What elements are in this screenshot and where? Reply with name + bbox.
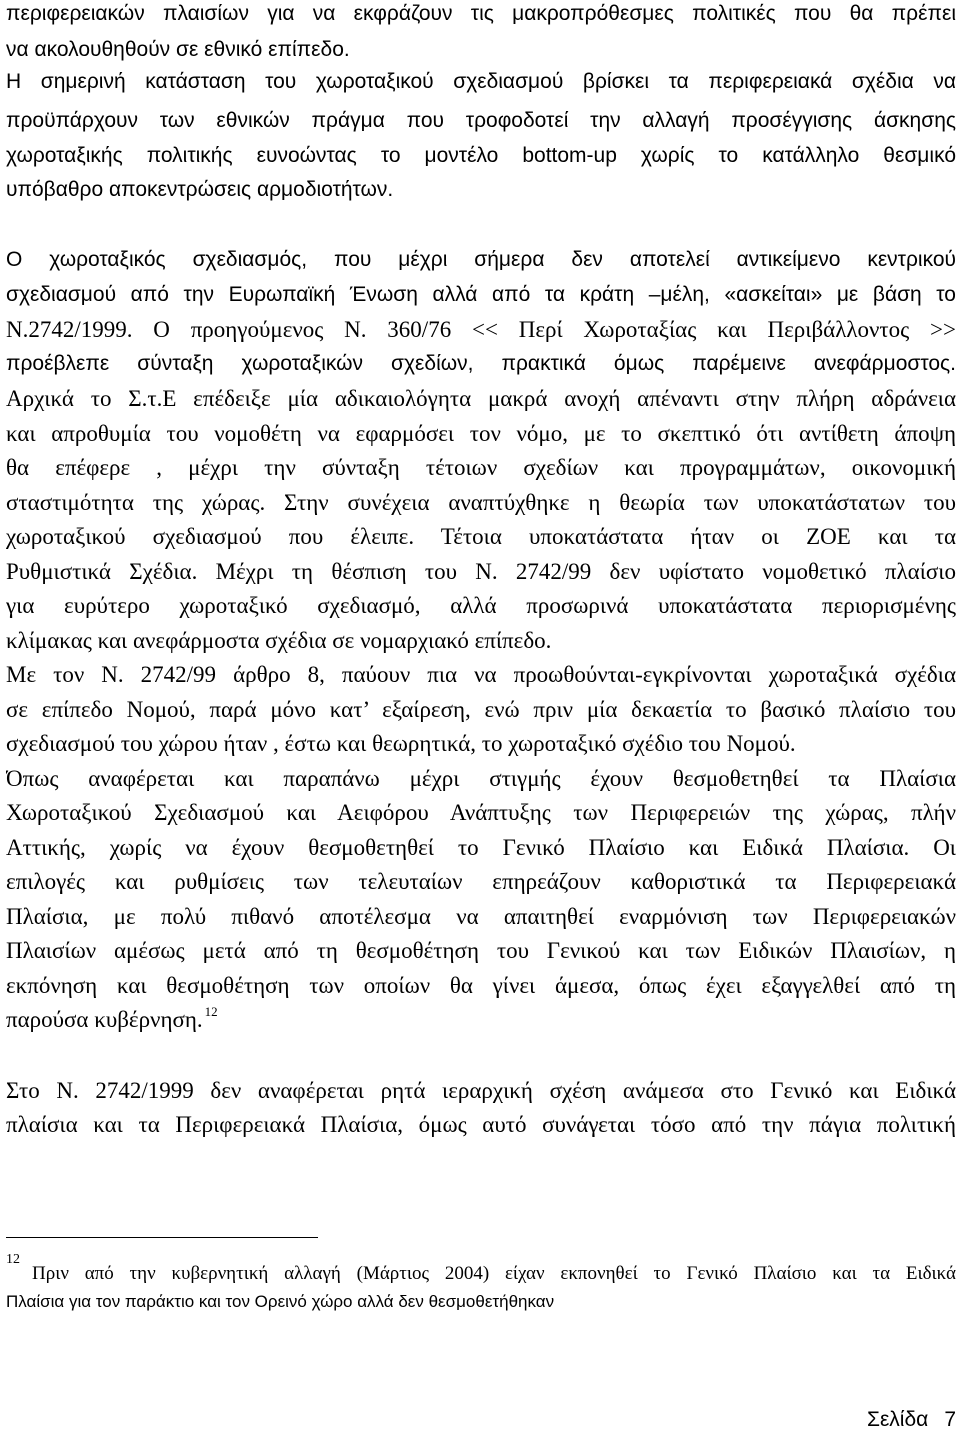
paragraph-line: Χωροταξικού Σχεδιασμού και Αειφόρου Ανάπτυξης των Περιφερειών της χώρας, πλήν <box>6 800 956 825</box>
footnote-line: Πριν από την κυβερνητική αλλαγή (Μάρτιος 2004) είχαν εκπονηθεί το Γενικό Πλαίσιο και τα Ειδικά <box>32 1263 956 1284</box>
paragraph-line: υπόβαθρο αποκεντρώσεις αρμοδιοτήτων. <box>6 178 394 201</box>
paragraph-line: Ρυθμιστικά Σχέδια. Μέχρι τη θέσπιση του Ν. 2742/99 δεν υφίστατο νομοθετικό πλαίσιο <box>6 559 956 584</box>
paragraph-line: Η σημερινή κατάσταση του χωροταξικού σχεδιασμού βρίσκει τα περιφερειακά σχέδια να <box>6 70 956 93</box>
footnote-number: 12 <box>6 1252 20 1267</box>
paragraph-line: Στο Ν. 2742/1999 δεν αναφέρεται ρητά ιεραρχική σχέση ανάμεσα στο Γενικό και Ειδικά <box>6 1078 956 1103</box>
paragraph-line: Πλαισίων αμέσως μετά από τη θεσμοθέτηση του Γενικού και των Ειδικών Πλαισίων, η <box>6 938 956 963</box>
footnote-separator <box>6 1237 318 1238</box>
paragraph-line: σε επίπεδο Νομού, παρά μόνο κατ’ εξαίρεση, ενώ πριν μία δεκαετία το βασικό πλαίσιο του <box>6 697 956 722</box>
paragraph-line: κλίμακας και ανεφάρμοστα σχέδια σε νομαρχιακό επίπεδο. <box>6 628 552 653</box>
paragraph-line: επιλογές και ρυθμίσεις των τελευταίων επηρεάζουν καθοριστικά τα Περιφερειακά <box>6 869 956 894</box>
paragraph-line: χωροταξικού σχεδιασμού που έλειπε. Τέτοια υποκατάστατα ήταν οι ΖΟΕ και τα <box>6 524 956 549</box>
paragraph-line: σχεδιασμού από την Ευρωπαϊκή Ένωση αλλά από τα κράτη –μέλη, «ασκείται» με βάση το <box>6 283 956 306</box>
paragraph-line: σχεδιασμού του χώρου ήταν , έστω και θεωρητικά, το χωροταξικό σχέδιο του Νομού. <box>6 731 796 756</box>
paragraph-line: εκπόνηση και θεσμοθέτηση των οποίων θα γίνει άμεσα, όπως έχει εξαγγελθεί από τη <box>6 973 956 998</box>
paragraph-line: Ο χωροταξικός σχεδιασμός, που μέχρι σήμερα δεν αποτελεί αντικείμενο κεντρικού <box>6 248 956 271</box>
paragraph-line-text: παρούσα κυβέρνηση. <box>6 1007 203 1032</box>
paragraph-line: Αττικής, χωρίς να έχουν θεσμοθετηθεί το Γενικό Πλαίσιο και Ειδικά Πλαίσια. Οι <box>6 835 956 860</box>
paragraph-line: πλαίσια και τα Περιφερειακά Πλαίσια, όμως αυτό συνάγεται τόσο από την πάγια πολιτική <box>6 1112 956 1137</box>
paragraph-line: να ακολουθηθούν σε εθνικό επίπεδο. <box>6 38 350 61</box>
paragraph-line: θα επέφερε , μέχρι την σύνταξη τέτοιων σχεδίων και προγραμμάτων, οικονομική <box>6 455 956 480</box>
page-number <box>867 1407 956 1433</box>
paragraph-line: Όπως αναφέρεται και παραπάνω μέχρι στιγμής έχουν θεσμοθετηθεί τα Πλαίσια <box>6 766 956 791</box>
paragraph-line: Με τον Ν. 2742/99 άρθρο 8, παύουν πια να προωθούνται-εγκρίνονται χωροταξικά σχέδια <box>6 662 956 687</box>
paragraph-line: περιφερειακών πλαισίων για να εκφράζουν τις μακροπρόθεσμες πολιτικές που θα πρέπει <box>6 2 956 25</box>
footnote-line: Πλαίσια για τον παράκτιο και τον Ορεινό χώρο αλλά δεν θεσμοθετήθηκαν <box>6 1292 555 1311</box>
footnote-reference[interactable]: 12 <box>204 1005 218 1020</box>
page-number-label: Σελίδα <box>866 1408 929 1431</box>
paragraph-line: σταστιμότητα της χώρας. Στην συνέχεια αναπτύχθηκε η θεωρία των υποκατάστατων του <box>6 490 956 515</box>
paragraph-line: Ν.2742/1999. Ο προηγούμενος Ν. 360/76 << Περί Χωροταξίας και Περιβάλλοντος >> <box>6 317 956 342</box>
paragraph-line: για ευρύτερο χωροταξικό σχεδιασμό, αλλά προσωρινά υποκατάστατα περιορισμένης <box>6 593 956 618</box>
paragraph-line <box>6 1005 956 1035</box>
paragraph-line: προέβλεπε σύνταξη χωροταξικών σχεδίων, πρακτικά όμως παρέμεινε ανεφάρμοστος. <box>6 352 956 375</box>
paragraph-line: Πλαίσια, με πολύ πιθανό αποτέλεσμα να απαιτηθεί εναρμόνιση των Περιφερειακών <box>6 904 956 929</box>
page-number-value: 7 <box>944 1408 956 1431</box>
paragraph-line: Αρχικά το Σ.τ.Ε επέδειξε μία αδικαιολόγητα μακρά ανοχή απέναντι στην πλήρη αδράνεια <box>6 386 956 411</box>
paragraph-line: προϋπάρχουν των εθνικών πράγμα που τροφοδοτεί την αλλαγή προσέγγισης άσκησης <box>6 109 956 132</box>
paragraph-line: χωροταξικής πολιτικής ευνοώντας το μοντέλο bottom-up χωρίς το κατάλληλο θεσμικό <box>6 144 956 167</box>
paragraph-line: και απροθυμία του νομοθέτη να εφαρμόσει τον νόμο, με το σκεπτικό ότι αντίθετη άποψη <box>6 421 956 446</box>
document-page <box>6 0 956 1440</box>
